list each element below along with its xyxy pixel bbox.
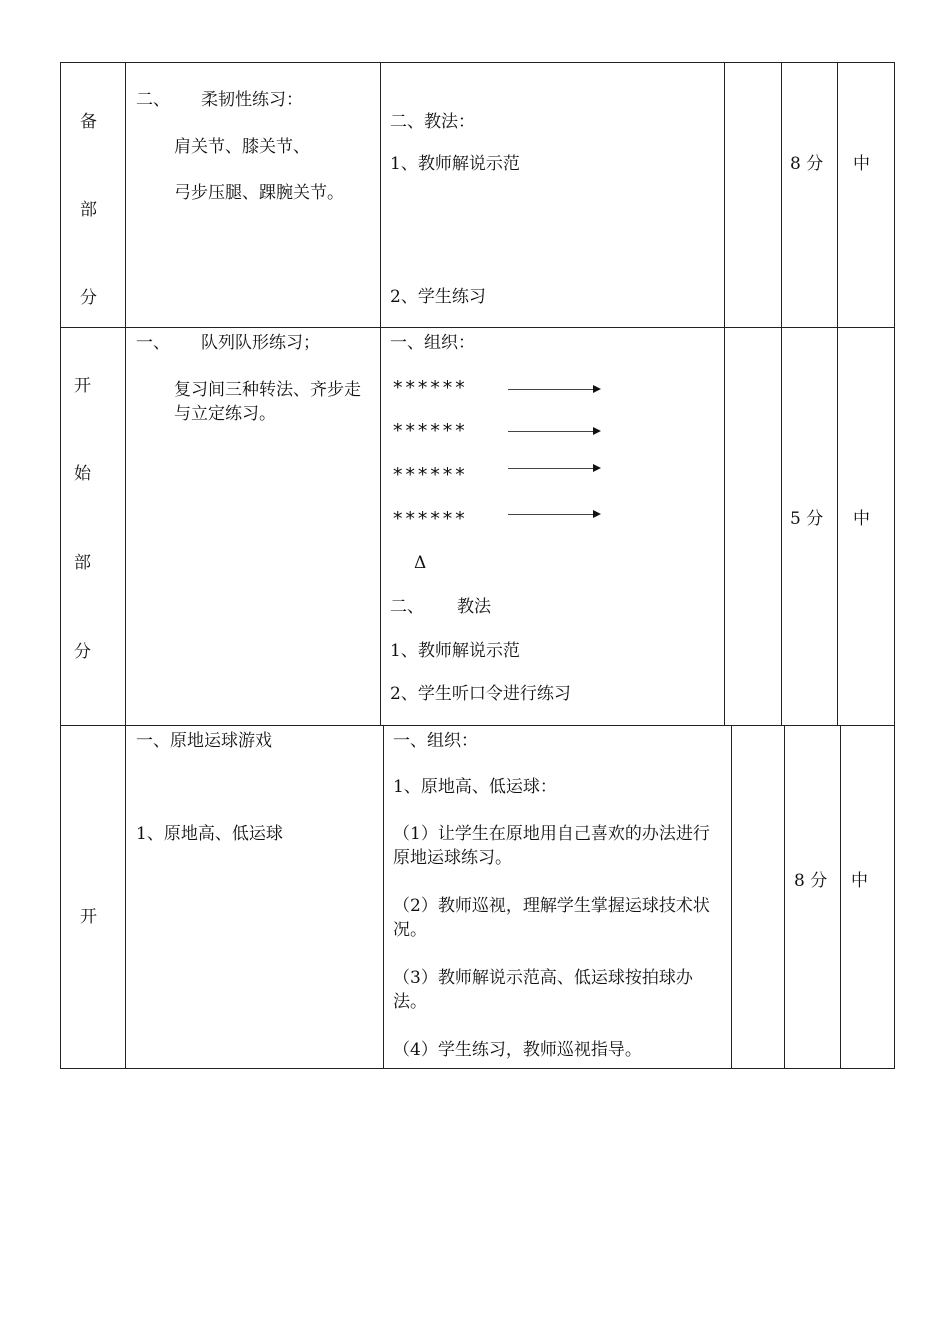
content-heading: 柔韧性练习：: [201, 90, 303, 110]
section-label-char: 备: [80, 112, 97, 132]
col-line-3a: [724, 62, 725, 726]
col-line-left: [60, 62, 61, 1069]
content-heading-number: 二、: [136, 90, 170, 110]
student-row-stars: ******: [392, 464, 467, 486]
intensity-value: 中: [853, 154, 870, 174]
content-heading-number: 一、: [136, 333, 170, 353]
table-border-bottom: [60, 1068, 895, 1069]
method-paragraph: （1）让学生在原地用自己喜欢的办法进行原地运球练习。: [393, 824, 710, 868]
org-heading: 一、组织：: [393, 731, 478, 751]
org-heading: 一、组织：: [390, 333, 475, 353]
org-subheading: 1、原地高、低运球：: [393, 777, 557, 797]
col-line-4a: [781, 62, 782, 726]
section-label-char: 部: [80, 200, 97, 220]
student-row-stars: ******: [392, 377, 467, 399]
content-heading: 队列队形练习；: [201, 333, 320, 353]
section-label-char: 开: [74, 376, 91, 396]
col-line-4b: [784, 725, 785, 1069]
method-paragraph: （2）教师巡视，理解学生掌握运球技术状况。: [393, 896, 710, 940]
section-label-char: 开: [80, 907, 97, 927]
intensity-value: 中: [853, 509, 870, 529]
method-line: 1、教师解说示范: [390, 154, 520, 174]
col-line-5a: [837, 62, 838, 726]
teach-heading-number: 二、: [390, 597, 424, 617]
content-line: 弓步压腿、踝腕关节。: [174, 183, 344, 203]
table-border-top: [60, 62, 895, 63]
section-label-char: 分: [80, 288, 97, 308]
method-paragraph: （4）学生练习，教师巡视指导。: [393, 1040, 642, 1060]
method-line: 2、学生听口令进行练习: [390, 684, 571, 704]
content-line: 1、原地高、低运球: [136, 824, 283, 844]
method-line: 2、学生练习: [390, 287, 486, 307]
row-divider-1: [60, 327, 895, 328]
time-value: 8 分: [794, 871, 828, 891]
time-value: 8 分: [790, 154, 824, 174]
teacher-symbol: Δ: [414, 553, 427, 573]
student-row-stars: ******: [392, 420, 467, 442]
intensity-value: 中: [851, 871, 868, 891]
section-label-char: 分: [74, 642, 91, 662]
col-line-1: [125, 62, 126, 1069]
col-line-5b: [840, 725, 841, 1069]
col-line-2b: [383, 725, 384, 1069]
content-line: 肩关节、膝关节、: [174, 137, 310, 157]
method-line: 1、教师解说示范: [390, 641, 520, 661]
arrow-icon: [508, 468, 593, 469]
method-line: 二、教法：: [390, 112, 475, 132]
section-label-char: 始: [74, 464, 91, 484]
col-line-right: [894, 62, 895, 1069]
arrow-icon: [508, 389, 593, 390]
teach-heading: 教法: [457, 597, 491, 617]
section-label-char: 部: [74, 553, 91, 573]
row-divider-2: [60, 725, 895, 726]
arrow-icon: [508, 431, 593, 432]
col-line-3b: [731, 725, 732, 1069]
content-line: 一、原地运球游戏: [136, 731, 272, 751]
time-value: 5 分: [790, 509, 824, 529]
col-line-2a: [380, 62, 381, 726]
student-row-stars: ******: [392, 508, 467, 530]
arrow-icon: [508, 514, 593, 515]
content-line: 复习间三种转法、齐步走与立定练习。: [174, 380, 361, 424]
method-paragraph: （3）教师解说示范高、低运球按拍球办法。: [393, 968, 693, 1012]
